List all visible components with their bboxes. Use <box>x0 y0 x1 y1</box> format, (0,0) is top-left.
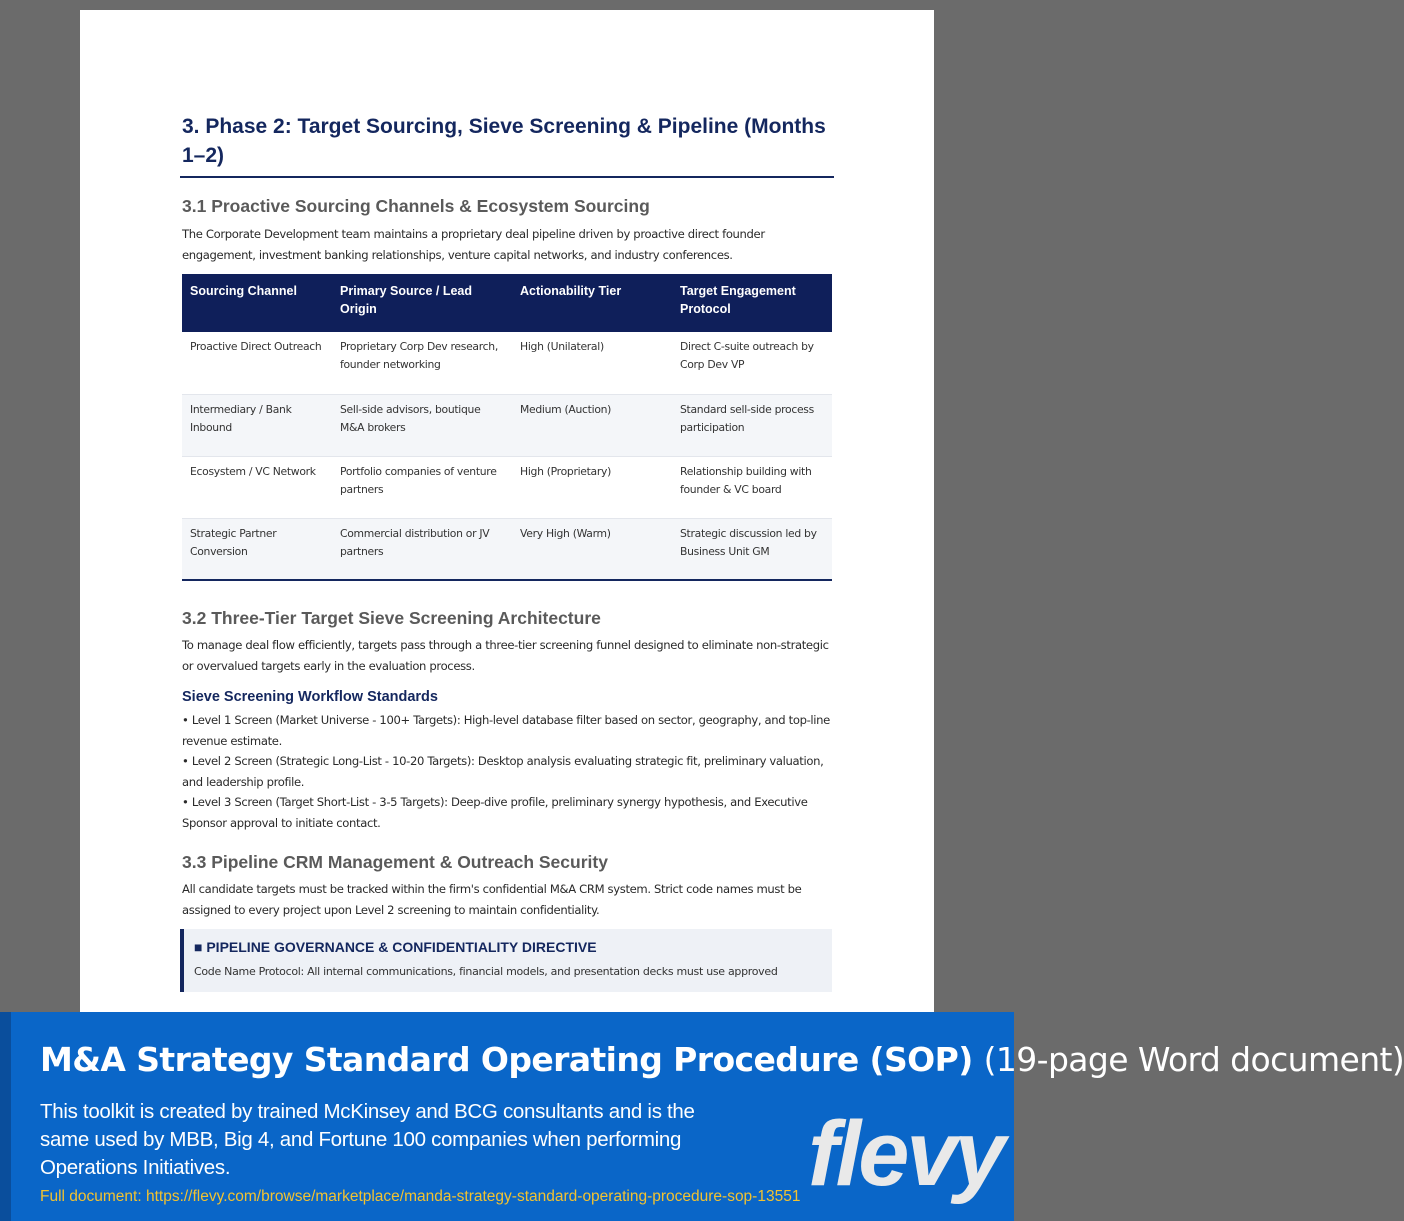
table-cell: Proactive Direct Outreach <box>182 332 332 394</box>
subsection-title-3-3: 3.3 Pipeline CRM Management & Outreach Security <box>182 852 608 872</box>
banner-title-suffix: (19-page Word document) <box>983 1040 1404 1079</box>
table-cell: High (Proprietary) <box>512 456 672 518</box>
flevy-logo[interactable]: flevy <box>808 1103 1003 1205</box>
table-cell: Sell-side advisors, boutique M&A brokers <box>332 394 512 456</box>
table-cell: Commercial distribution or JV partners <box>332 518 512 580</box>
table-cell: Direct C-suite outreach by Corp Dev VP <box>672 332 832 394</box>
sourcing-channels-table <box>182 274 832 581</box>
table-header-row <box>182 274 832 332</box>
section-heading: 3. Phase 2: Target Sourcing, Sieve Screening & Pipeline (Months 1–2) <box>182 115 826 167</box>
subsection-title-3-1: 3.1 Proactive Sourcing Channels & Ecosystem Sourcing <box>182 196 650 216</box>
paragraph-3-3: All candidate targets must be tracked within the firm's confidential M&A CRM system. Strict code names must be assigned to every project upon Level 2 screening to maintain confidentiality. <box>182 882 802 917</box>
table-row <box>182 456 832 518</box>
table-row <box>182 518 832 580</box>
banner-accent-bar <box>0 1012 11 1221</box>
table-cell: Strategic Partner Conversion <box>182 518 332 580</box>
banner-description: This toolkit is created by trained McKinsey and BCG consultants and is the same used by MBB, Big 4, and Fortune 100 companies when performing Operations Initiatives. <box>40 1100 695 1179</box>
paragraph-3-1: The Corporate Development team maintains a proprietary deal pipeline driven by proactive direct founder engagement, investment banking relationships, venture capital networks, and industry conferences. <box>182 227 765 262</box>
document-page <box>80 10 934 1021</box>
bullet-item: • Level 1 Screen (Market Universe - 100+ Targets): High-level database filter based on sector, geography, and top-line revenue estimate. <box>182 713 830 748</box>
workflow-standards-subheading: Sieve Screening Workflow Standards <box>182 689 438 705</box>
banner-title-main: M&A Strategy Standard Operating Procedure (SOP) <box>40 1040 973 1079</box>
promo-banner <box>0 1012 1404 1221</box>
table-cell: Very High (Warm) <box>512 518 672 580</box>
table-cell: Standard sell-side process participation <box>672 394 832 456</box>
heading-rule <box>180 176 834 178</box>
table-header-cell: Actionability Tier <box>512 274 672 332</box>
table-cell: Intermediary / Bank Inbound <box>182 394 332 456</box>
table-cell: Ecosystem / VC Network <box>182 456 332 518</box>
banner-title <box>40 1040 1404 1079</box>
table-header-cell: Primary Source / Lead Origin <box>332 274 512 332</box>
table-header-cell: Target Engagement Protocol <box>672 274 832 332</box>
table-row <box>182 394 832 456</box>
table-cell: Strategic discussion led by Business Unit GM <box>672 518 832 580</box>
governance-directive-callout <box>180 929 832 992</box>
table-header-cell: Sourcing Channel <box>182 274 332 332</box>
table-row <box>182 332 832 394</box>
table-cell: Medium (Auction) <box>512 394 672 456</box>
subsection-title-3-2: 3.2 Three-Tier Target Sieve Screening Architecture <box>182 608 601 628</box>
directive-title: ■ PIPELINE GOVERNANCE & CONFIDENTIALITY DIRECTIVE <box>194 939 597 955</box>
bullet-item: • Level 2 Screen (Strategic Long-List - 10-20 Targets): Desktop analysis evaluating strategic fit, preliminary valuation, and leadership profile. <box>182 754 824 789</box>
table-cell: High (Unilateral) <box>512 332 672 394</box>
bullet-item: • Level 3 Screen (Target Short-List - 3-5 Targets): Deep-dive profile, preliminary synergy hypothesis, and Executive Sponsor approval to initiate contact. <box>182 795 808 830</box>
table-cell: Portfolio companies of venture partners <box>332 456 512 518</box>
table-cell: Proprietary Corp Dev research, founder networking <box>332 332 512 394</box>
directive-text: Code Name Protocol: All internal communications, financial models, and presentation decks must use approved <box>194 965 778 978</box>
paragraph-3-2: To manage deal flow efficiently, targets pass through a three-tier screening funnel designed to eliminate non-strategic or overvalued targets early in the evaluation process. <box>182 638 829 673</box>
full-document-link[interactable]: Full document: https://flevy.com/browse/marketplace/manda-strategy-standard-operating-procedure-sop-13551 <box>40 1188 801 1205</box>
table-cell: Relationship building with founder & VC board <box>672 456 832 518</box>
